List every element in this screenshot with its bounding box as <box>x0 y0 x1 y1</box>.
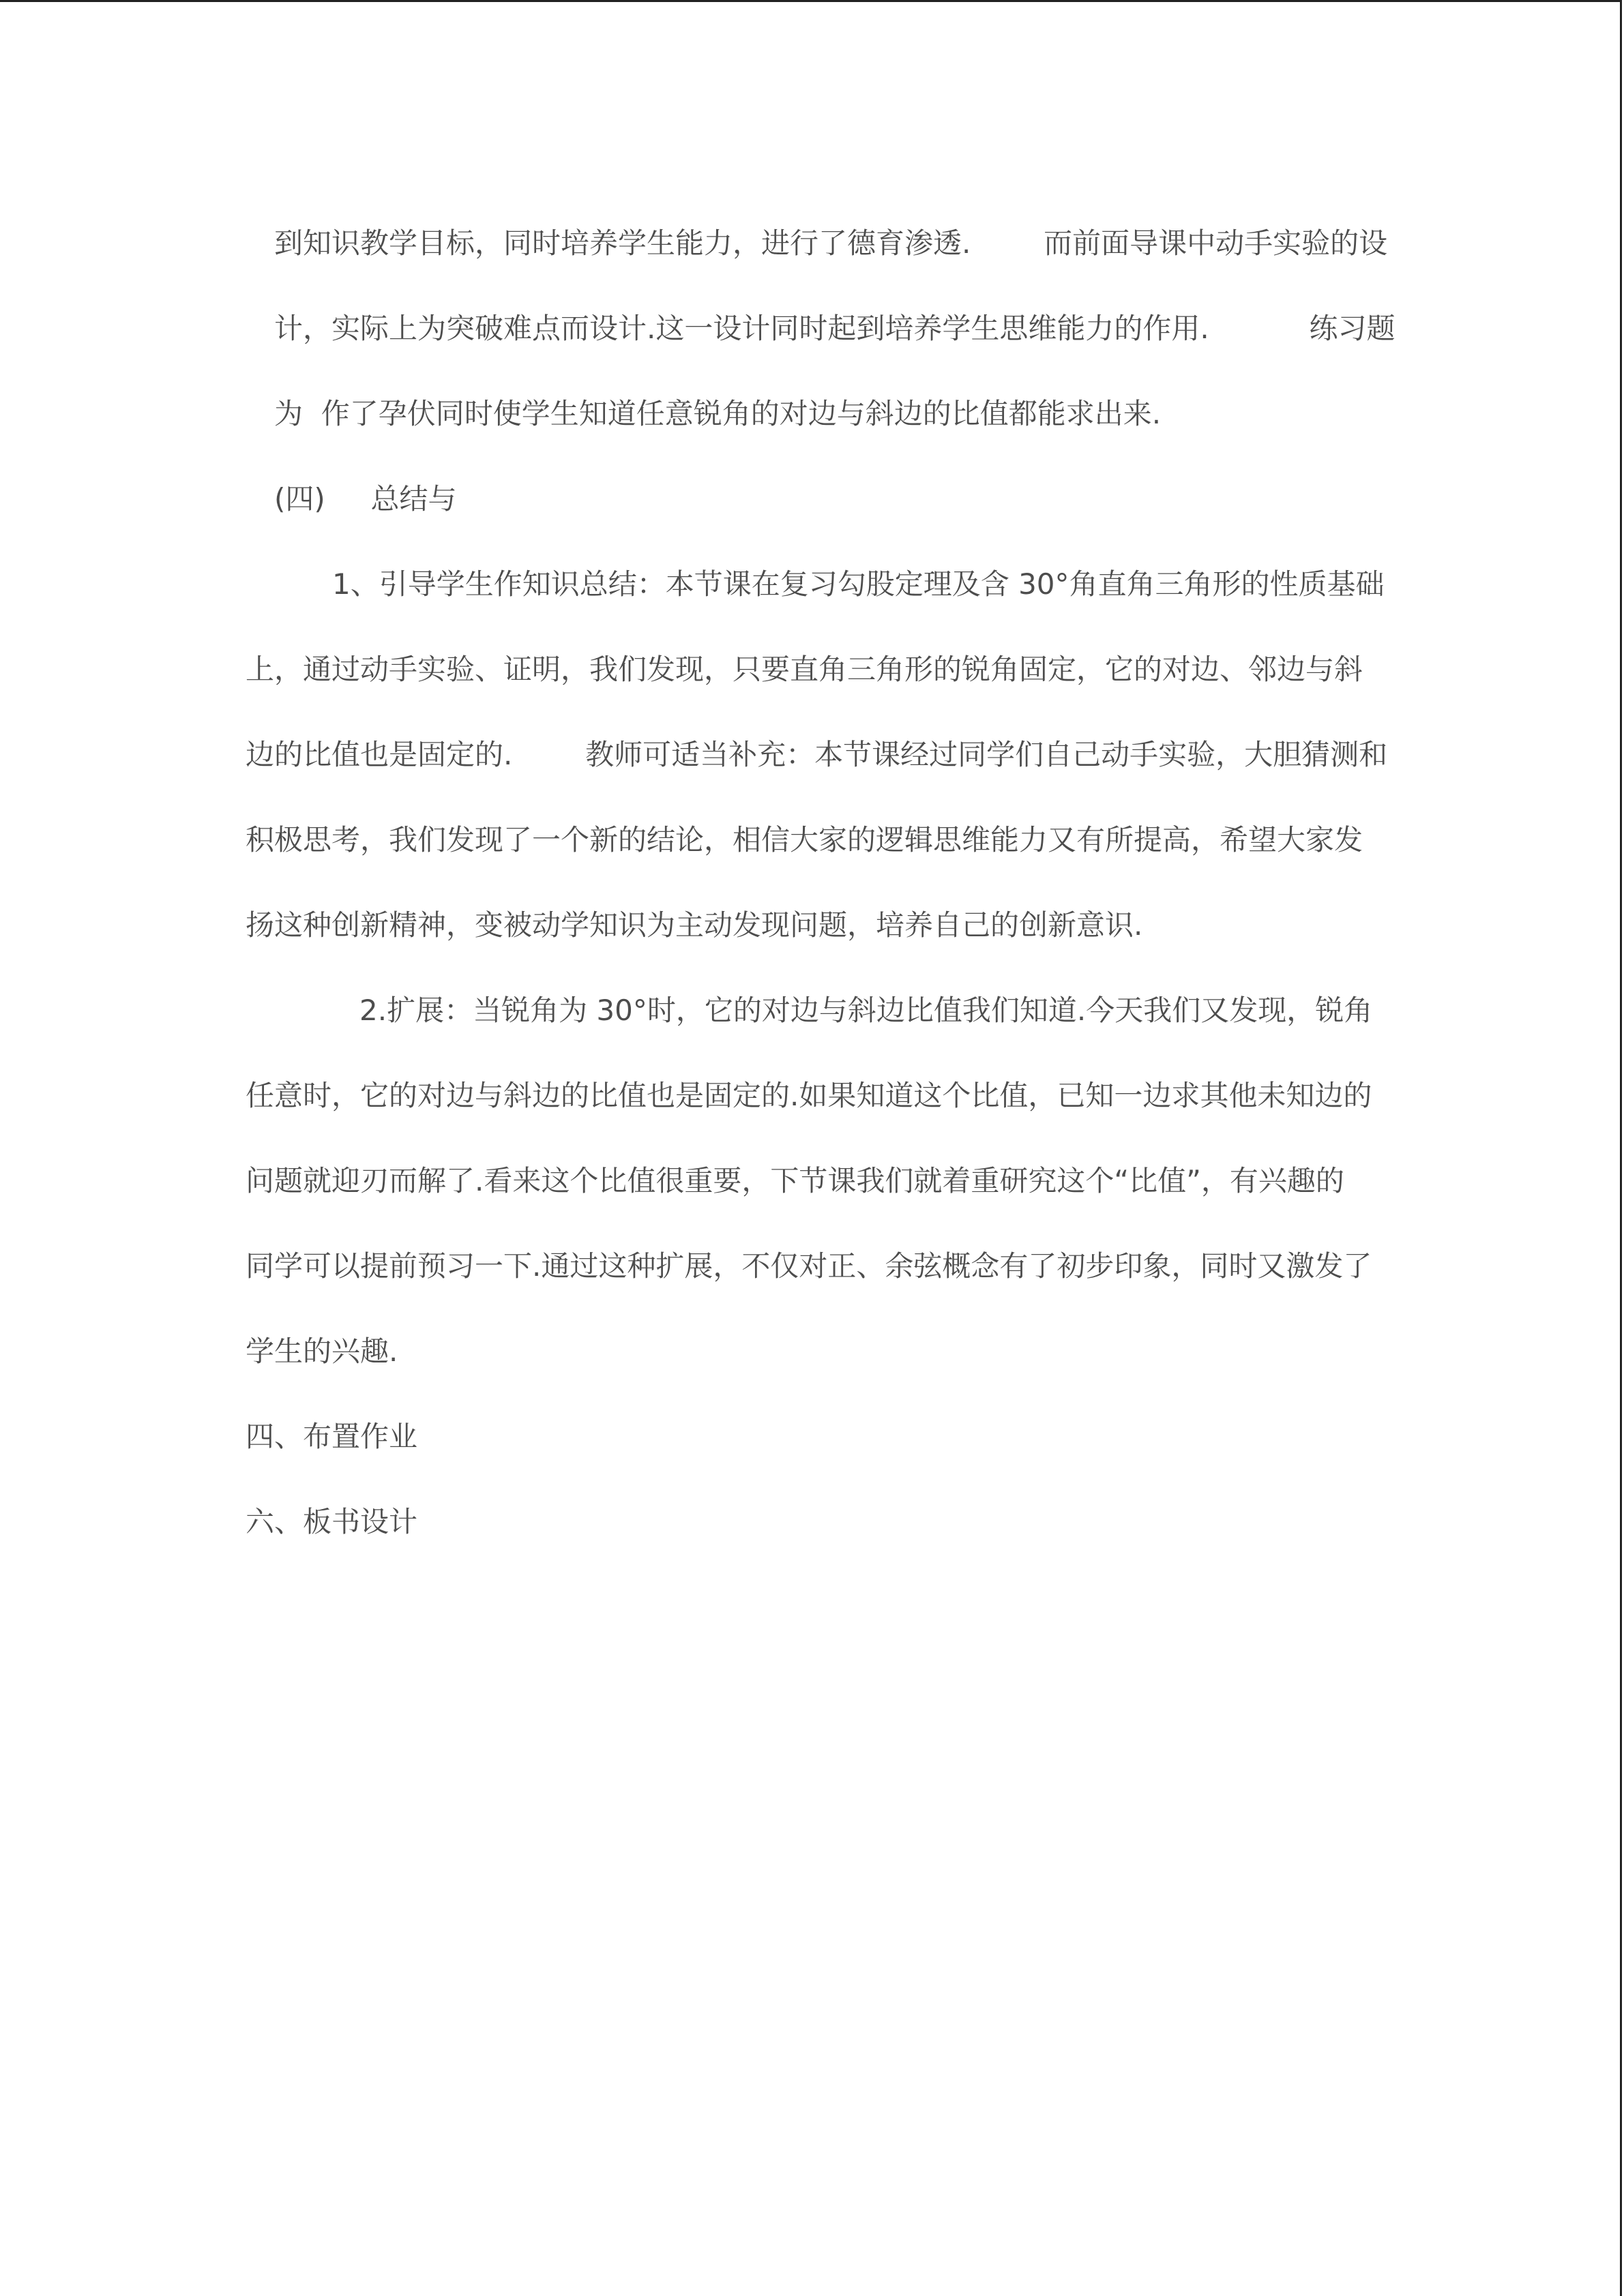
paragraph-line: 计，实际上为突破难点而设计.这一设计同时起到培养学生思维能力的作用. 练习题 <box>274 312 1396 345</box>
paragraph-line: 学生的兴趣. <box>246 1335 398 1368</box>
paragraph-line: 问题就迎刃而解了.看来这个比值很重要，下节课我们就着重研究这个“比值”，有兴趣的 <box>246 1164 1344 1197</box>
section-heading: 四、布置作业 <box>246 1420 418 1453</box>
section-heading: (四) 总结与 <box>274 482 457 516</box>
paragraph-line: 积极思考，我们发现了一个新的结论，相信大家的逻辑思维能力又有所提高，希望大家发 <box>246 823 1363 856</box>
paragraph-line: 上，通过动手实验、证明，我们发现，只要直角三角形的锐角固定，它的对边、邻边与斜 <box>246 653 1363 686</box>
paragraph-line: 2.扩展：当锐角为 30°时，它的对边与斜边比值我们知道.今天我们又发现，锐角 <box>359 994 1373 1027</box>
paragraph-line: 扬这种创新精神，变被动学知识为主动发现问题，培养自己的创新意识. <box>246 908 1143 942</box>
paragraph-line: 到知识教学目标，同时培养学生能力，进行了德育渗透. 而前面导课中动手实验的设 <box>274 226 1388 260</box>
paragraph-line: 边的比值也是固定的. 教师可适当补充：本节课经过同学们自己动手实验，大胆猜测和 <box>246 738 1388 771</box>
paragraph-line: 1、引导学生作知识总结：本节课在复习勾股定理及含 30°角直角三角形的性质基础 <box>332 567 1385 601</box>
section-heading: 六、板书设计 <box>246 1505 418 1538</box>
paragraph-line: 任意时，它的对边与斜边的比值也是固定的.如果知道这个比值，已知一边求其他未知边的 <box>246 1079 1372 1112</box>
paragraph-line: 为 作了孕伏同时使学生知道任意锐角的对边与斜边的比值都能求出来. <box>274 397 1162 430</box>
paragraph-line: 同学可以提前预习一下.通过这种扩展，不仅对正、余弦概念有了初步印象，同时又激发了 <box>246 1249 1372 1283</box>
